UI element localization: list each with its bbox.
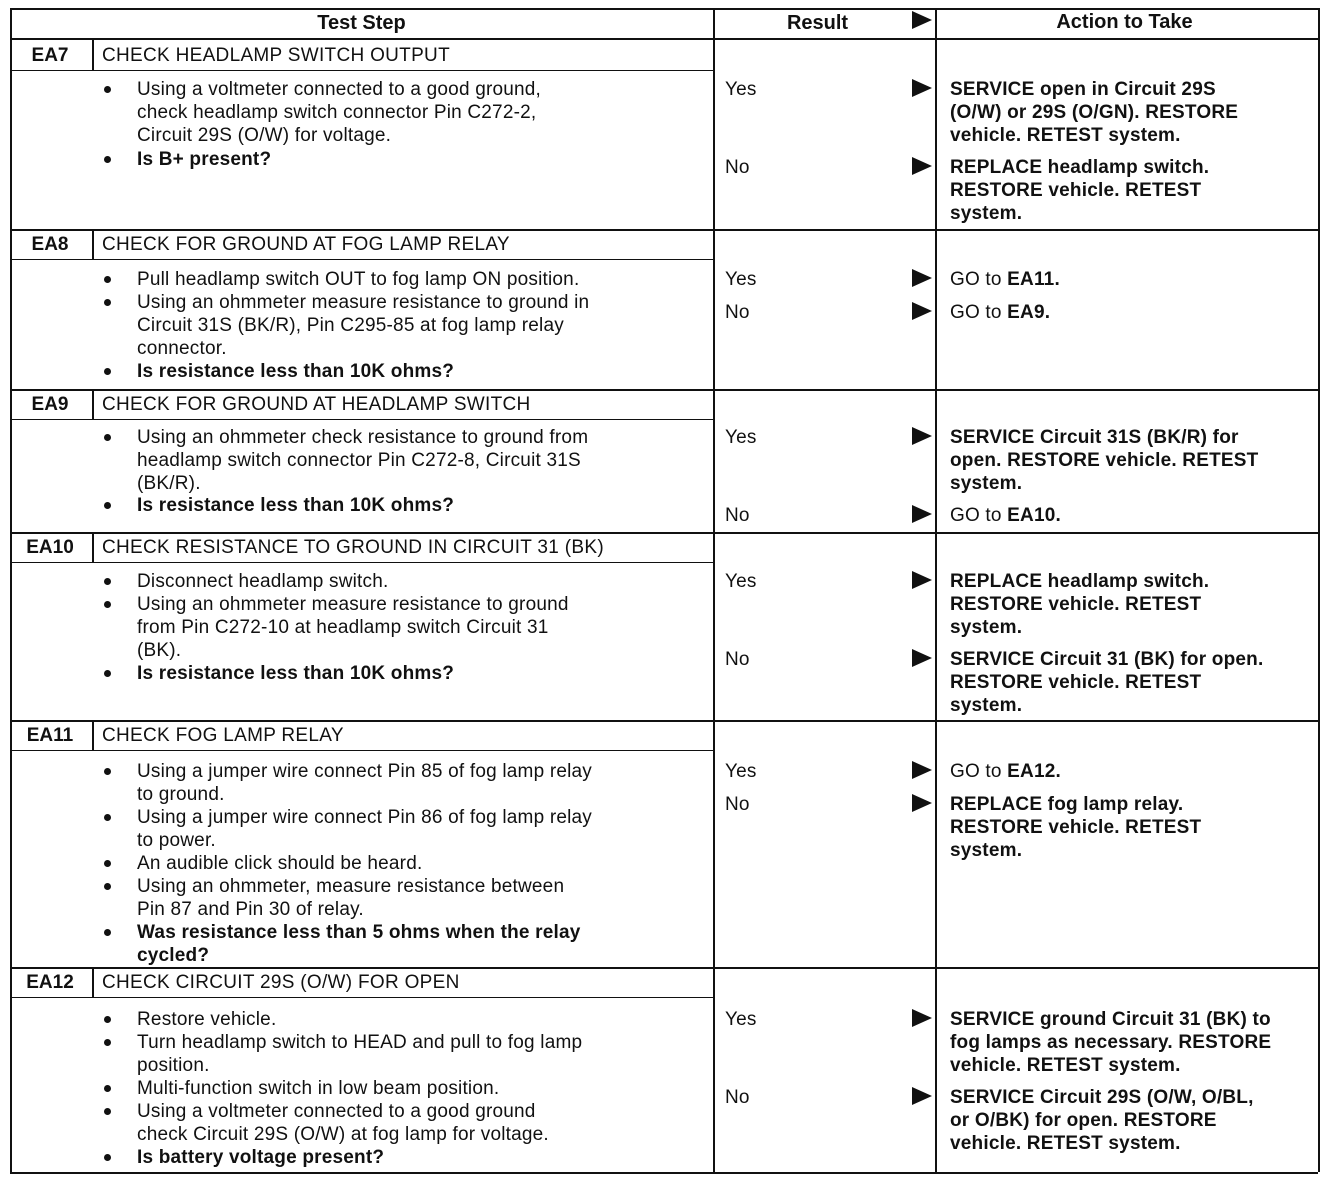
result-arrow-icon [912,761,932,779]
result-column-divider [713,8,715,1172]
bullet-dot-icon [104,156,111,163]
bullet-dot-icon [104,1085,111,1092]
result-arrow-icon [912,1009,932,1027]
result-arrow-icon [912,269,932,287]
result-arrow-icon [912,571,932,589]
step-title: CHECK CIRCUIT 29S (O/W) FOR OPEN [102,972,460,993]
bullet-dot-icon [104,276,111,283]
bullet-dot-icon [104,86,111,93]
bullet-text: headlamp switch connector Pin C272-8, Circuit 31S [137,450,581,471]
bullet-dot-icon [104,1108,111,1115]
bullet-dot-icon [104,883,111,890]
action-text: RESTORE vehicle. RETEST [950,817,1202,838]
row-divider [10,720,1318,722]
result-label: Yes [725,1009,757,1030]
title-band-divider [10,419,713,420]
result-label: Yes [725,761,757,782]
action-text: system. [950,617,1023,638]
bullet-text: Using an ohmmeter measure resistance to ground in [137,292,590,313]
result-arrow-icon [912,427,932,445]
action-text: vehicle. RETEST system. [950,1133,1181,1154]
goto-step-ref: EA10. [1001,505,1061,526]
action-text: REPLACE headlamp switch. [950,157,1210,178]
result-arrow-icon [912,794,932,812]
step-code: EA11 [26,725,74,746]
header-result: Result [786,12,849,34]
bullet-dot-icon [104,814,111,821]
code-divider [92,389,94,419]
bullet-text: Using a voltmeter connected to a good ground [137,1101,536,1122]
result-arrow-icon [912,649,932,667]
action-text: system. [950,840,1023,861]
action-text: SERVICE ground Circuit 31 (BK) to [950,1009,1271,1030]
goto-step-ref: EA12. [1001,761,1061,782]
action-text: RESTORE vehicle. RETEST [950,180,1202,201]
bullet-text: check headlamp switch connector Pin C272-2, [137,102,537,123]
bullet-dot-icon [104,434,111,441]
bullet-text: Is resistance less than 10K ohms? [137,663,455,684]
action-text: RESTORE vehicle. RETEST [950,594,1202,615]
result-label: Yes [725,571,757,592]
bullet-text: Is battery voltage present? [137,1147,385,1168]
code-divider [92,720,94,750]
code-divider [92,967,94,997]
bullet-text: (BK). [137,640,182,661]
result-arrow-icon [912,157,932,175]
action-text: GO to EA11. [950,269,1060,290]
bullet-text: Pull headlamp switch OUT to fog lamp ON position. [137,269,580,290]
action-text: GO to EA9. [950,302,1051,323]
result-label: No [725,157,750,178]
bullet-text: An audible click should be heard. [137,853,423,874]
bullet-text: Pin 87 and Pin 30 of relay. [137,899,364,920]
bullet-dot-icon [104,299,111,306]
bullet-dot-icon [104,768,111,775]
header-bottom-border [10,38,1318,40]
code-divider [92,229,94,259]
bullet-dot-icon [104,1154,111,1161]
action-text: system. [950,695,1023,716]
action-text: system. [950,203,1023,224]
bullet-text: Circuit 29S (O/W) for voltage. [137,125,392,146]
action-text: SERVICE Circuit 31S (BK/R) for [950,427,1239,448]
action-text: or O/BK) for open. RESTORE [950,1110,1217,1131]
action-text: GO to EA12. [950,761,1061,782]
result-arrow-icon [912,79,932,97]
action-text: SERVICE open in Circuit 29S [950,79,1216,100]
code-divider [92,40,94,70]
bullet-dot-icon [104,929,111,936]
result-label: No [725,794,750,815]
row-divider [10,229,1318,231]
result-arrow-icon [912,1087,932,1105]
step-title: CHECK RESISTANCE TO GROUND IN CIRCUIT 31 (BK) [102,537,604,558]
bullet-text: Disconnect headlamp switch. [137,571,389,592]
row-divider [10,532,1318,534]
bullet-text: Using a voltmeter connected to a good ground, [137,79,542,100]
title-band-divider [10,750,713,751]
table-top-border [10,8,1318,10]
action-text: SERVICE Circuit 31 (BK) for open. [950,649,1264,670]
bullet-text: (BK/R). [137,473,201,494]
row-divider [10,389,1318,391]
bullet-dot-icon [104,502,111,509]
bullet-text: Was resistance less than 5 ohms when the relay [137,922,581,943]
result-arrow-icon [912,302,932,320]
step-code: EA12 [26,972,74,993]
result-label: Yes [725,269,757,290]
step-code: EA10 [26,537,74,558]
action-text: vehicle. RETEST system. [950,125,1181,146]
bullet-text: Using a jumper wire connect Pin 85 of fog lamp relay [137,761,593,782]
action-text: vehicle. RETEST system. [950,1055,1181,1076]
bullet-dot-icon [104,1016,111,1023]
header-action: Action to Take [1056,11,1193,33]
title-band-divider [10,259,713,260]
bullet-text: cycled? [137,945,210,966]
bullet-text: Using an ohmmeter check resistance to ground from [137,427,589,448]
action-text: GO to EA10. [950,505,1061,526]
bullet-text: Circuit 31S (BK/R), Pin C295-85 at fog lamp relay [137,315,564,336]
bullet-dot-icon [104,860,111,867]
title-band-divider [10,997,713,998]
action-text: RESTORE vehicle. RETEST [950,672,1202,693]
step-title: CHECK FOG LAMP RELAY [102,725,344,746]
bullet-text: Turn headlamp switch to HEAD and pull to fog lamp [137,1032,583,1053]
action-column-divider [935,8,937,1172]
result-label: No [725,505,750,526]
step-title: CHECK FOR GROUND AT HEADLAMP SWITCH [102,394,531,415]
row-divider [10,967,1318,969]
step-title: CHECK HEADLAMP SWITCH OUTPUT [102,45,450,66]
bullet-text: Is resistance less than 10K ohms? [137,495,455,516]
title-band-divider [10,562,713,563]
header-test-step: Test Step [317,12,406,34]
code-divider [92,532,94,562]
bullet-dot-icon [104,368,111,375]
action-text: open. RESTORE vehicle. RETEST [950,450,1259,471]
action-text: fog lamps as necessary. RESTORE [950,1032,1272,1053]
action-text: SERVICE Circuit 29S (O/W, O/BL, [950,1087,1254,1108]
goto-step-ref: EA9. [1001,302,1051,323]
result-label: No [725,649,750,670]
action-text: REPLACE fog lamp relay. [950,794,1184,815]
bullet-text: Multi-function switch in low beam position. [137,1078,500,1099]
bullet-text: check Circuit 29S (O/W) at fog lamp for voltage. [137,1124,549,1145]
step-code: EA9 [31,394,69,415]
action-text: system. [950,473,1023,494]
action-text: (O/W) or 29S (O/GN). RESTORE [950,102,1239,123]
action-text: REPLACE headlamp switch. [950,571,1210,592]
result-label: No [725,302,750,323]
bullet-dot-icon [104,670,111,677]
bullet-text: Restore vehicle. [137,1009,277,1030]
step-code: EA7 [31,45,69,66]
bullet-text: from Pin C272-10 at headlamp switch Circuit 31 [137,617,549,638]
title-band-divider [10,70,713,71]
bullet-text: Using an ohmmeter measure resistance to ground [137,594,569,615]
bullet-text: position. [137,1055,210,1076]
bullet-text: to power. [137,830,216,851]
bullet-text: Using an ohmmeter, measure resistance between [137,876,565,897]
bullet-text: Is B+ present? [137,149,272,170]
step-code: EA8 [31,234,69,255]
bullet-text: connector. [137,338,227,359]
result-label: Yes [725,79,757,100]
bullet-text: Is resistance less than 10K ohms? [137,361,455,382]
bullet-text: Using a jumper wire connect Pin 86 of fog lamp relay [137,807,593,828]
table-bottom-border [10,1172,1318,1174]
bullet-dot-icon [104,601,111,608]
result-label: No [725,1087,750,1108]
header-arrow-icon [912,11,932,29]
result-label: Yes [725,427,757,448]
step-title: CHECK FOR GROUND AT FOG LAMP RELAY [102,234,510,255]
table-right-border [1318,8,1320,1172]
result-arrow-icon [912,505,932,523]
bullet-text: to ground. [137,784,225,805]
bullet-dot-icon [104,1039,111,1046]
goto-step-ref: EA11. [1001,269,1060,290]
bullet-dot-icon [104,578,111,585]
